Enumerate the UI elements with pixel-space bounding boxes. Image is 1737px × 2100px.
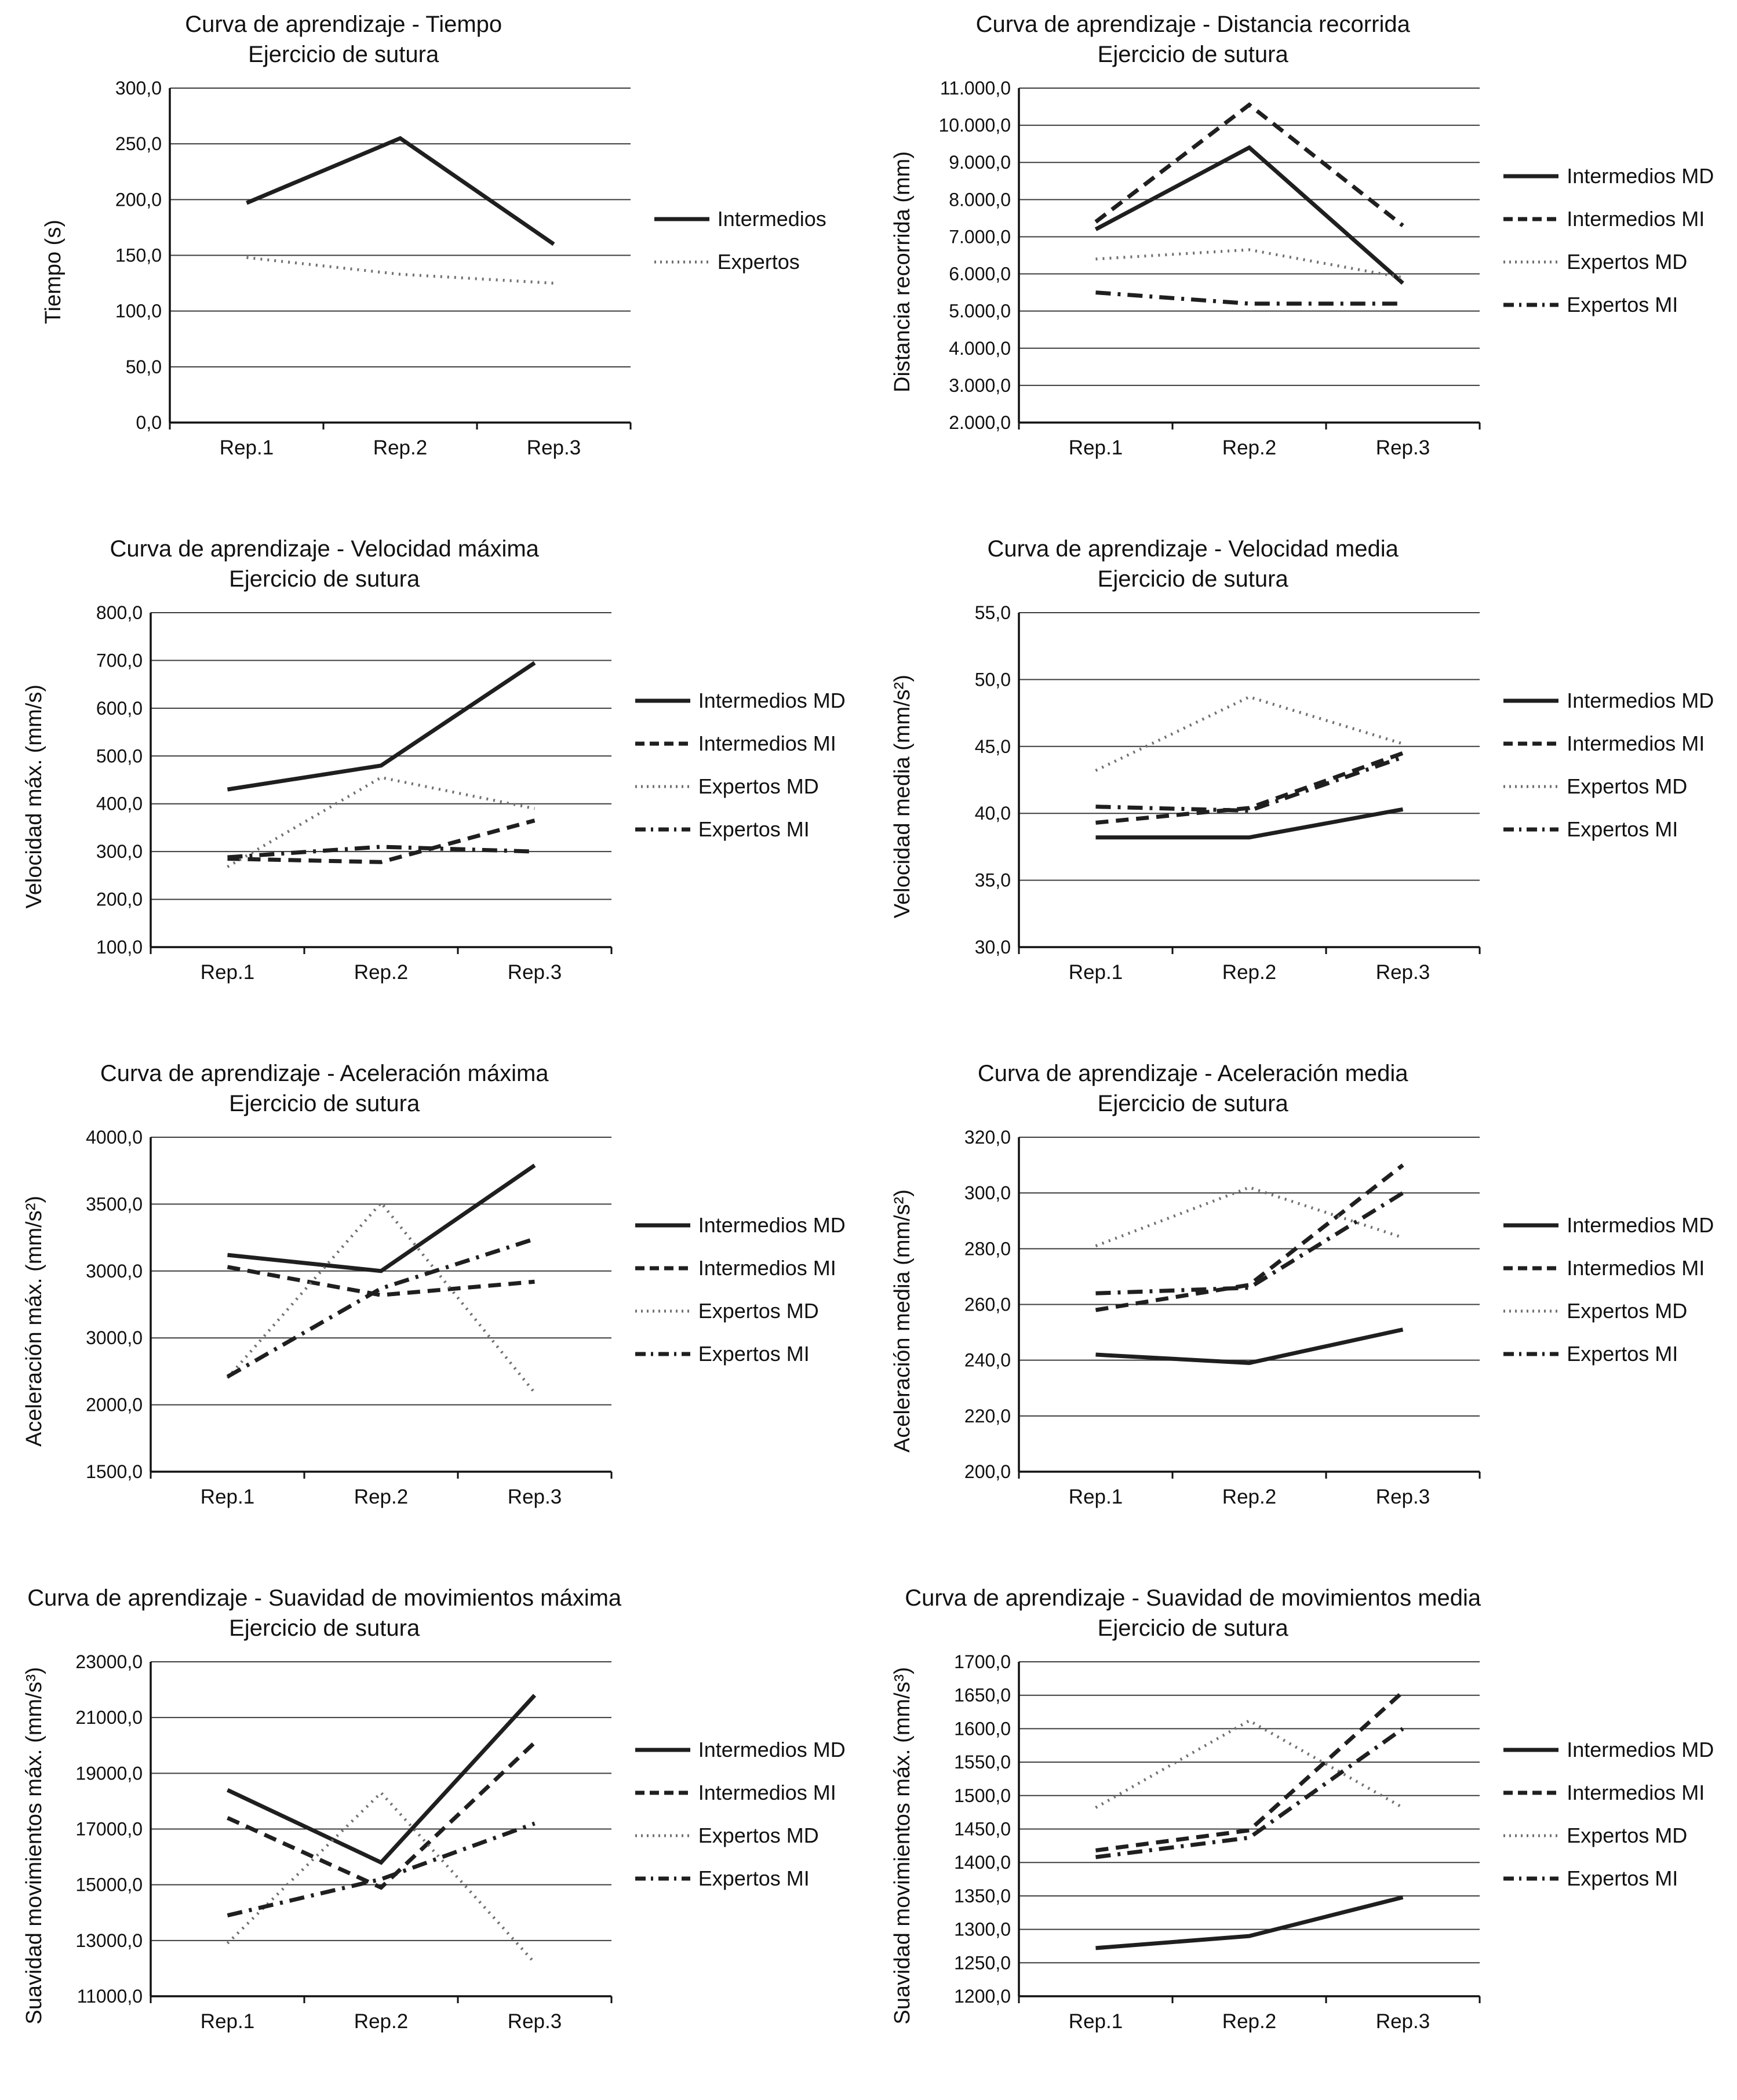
- y-axis-label: Suavidad movimientos máx. (mm/s³): [890, 1666, 915, 2025]
- legend-item: [1503, 1299, 1714, 1323]
- y-tick-label: 0,0: [136, 412, 162, 433]
- legend-item: [1503, 293, 1714, 317]
- plot-column: [891, 534, 1494, 996]
- y-tick-label: 200,0: [115, 189, 162, 210]
- legend-item: [635, 1824, 846, 1848]
- y-tick-label: 7.000,0: [949, 226, 1011, 248]
- chart-aceleracion-maxima: [0, 1049, 869, 1574]
- legend-item: [1503, 1781, 1714, 1805]
- y-tick-label: 11000,0: [77, 1986, 143, 2007]
- y-tick-label: 1500,0: [954, 1785, 1011, 1806]
- series-line-dashed: [227, 1742, 534, 1887]
- chart-title-line2: Ejercicio de sutura: [1097, 1091, 1288, 1116]
- y-tick-label: 300,0: [115, 78, 162, 99]
- y-tick-label: 17000,0: [75, 1818, 143, 1840]
- plot-area: [915, 1646, 1494, 2046]
- legend-item: [654, 250, 826, 274]
- y-tick-label: 55,0: [974, 602, 1011, 623]
- legend-label: Intermedios MI: [1567, 731, 1705, 755]
- y-tick-label: 280,0: [964, 1238, 1011, 1260]
- legend-label: Expertos MD: [698, 1299, 819, 1323]
- legend-item: [654, 207, 826, 231]
- x-tick-label: Rep.2: [1222, 961, 1277, 984]
- legend: [654, 207, 826, 274]
- legend: [1503, 1738, 1714, 1891]
- legend-item: [635, 689, 846, 713]
- chart-title: [905, 1583, 1481, 1643]
- y-tick-label: 1350,0: [954, 1885, 1011, 1906]
- x-tick-label: Rep.1: [200, 961, 254, 984]
- plot-row: [891, 72, 1494, 472]
- chart-suavidad-media: [869, 1574, 1737, 2098]
- series-line-dashdot: [1096, 1728, 1403, 1857]
- plot-row: [23, 596, 626, 996]
- legend-label: Expertos MI: [698, 1866, 810, 1890]
- legend-line-solid: [654, 215, 709, 223]
- legend-line-dashed: [635, 1264, 690, 1272]
- y-tick-label: 1600,0: [954, 1718, 1011, 1739]
- x-tick-label: Rep.2: [1222, 1486, 1277, 1508]
- series-line-dashdot: [1096, 1193, 1403, 1293]
- series-line-dotted: [1096, 1721, 1403, 1808]
- legend-item: [1503, 817, 1714, 842]
- x-tick-label: Rep.2: [1222, 2010, 1277, 2033]
- chart-title-line2: Ejercicio de sutura: [1097, 566, 1288, 592]
- y-tick-label: 600,0: [96, 697, 143, 719]
- chart-title-line2: Ejercicio de sutura: [229, 1615, 420, 1641]
- legend-line-dashdot: [1503, 1350, 1558, 1358]
- legend-label: Expertos MI: [1567, 1342, 1678, 1366]
- legend-label: Expertos MD: [698, 774, 819, 798]
- legend: [635, 1213, 846, 1366]
- legend-line-dashed: [635, 740, 690, 748]
- legend-item: [1503, 689, 1714, 713]
- y-tick-label: 50,0: [974, 669, 1011, 690]
- legend-label: Expertos MD: [1567, 774, 1688, 798]
- legend-line-dashdot: [635, 1875, 690, 1883]
- y-tick-label: 50,0: [125, 356, 162, 377]
- chart-figure: [23, 1583, 846, 2046]
- y-tick-label: 15000,0: [75, 1874, 143, 1895]
- legend-item: [635, 1781, 846, 1805]
- legend-line-dashdot: [635, 825, 690, 834]
- legend-item: [635, 817, 846, 842]
- legend-label: Expertos: [717, 250, 800, 274]
- legend-label: Intermedios: [717, 207, 826, 231]
- chart-title-line2: Ejercicio de sutura: [1097, 42, 1288, 67]
- x-tick-label: Rep.1: [219, 436, 274, 459]
- legend-label: Expertos MD: [1567, 1299, 1688, 1323]
- legend-label: Expertos MI: [1567, 293, 1678, 316]
- legend-line-dashed: [1503, 1789, 1558, 1797]
- y-tick-label: 1500,0: [85, 1461, 143, 1482]
- legend-item: [1503, 731, 1714, 756]
- y-axis-label: Aceleración máx. (mm/s²): [21, 1195, 46, 1447]
- series-line-dashdot: [1096, 757, 1403, 810]
- chart-title: [110, 534, 539, 594]
- plot-column: [23, 1583, 626, 2046]
- x-tick-label: Rep.1: [1069, 1486, 1123, 1508]
- legend-line-dashdot: [635, 1350, 690, 1358]
- chart-figure: [891, 1583, 1714, 2046]
- chart-title-line1: Curva de aprendizaje - Aceleración máxima: [100, 1061, 549, 1086]
- chart-figure: [42, 9, 826, 472]
- legend-label: Expertos MD: [1567, 250, 1688, 274]
- legend-line-dotted: [635, 1832, 690, 1840]
- series-line-dashed: [1096, 1165, 1403, 1310]
- y-tick-label: 5.000,0: [949, 300, 1011, 322]
- chart-figure: [23, 1058, 846, 1521]
- plot-row: [23, 1646, 626, 2046]
- legend-line-solid: [1503, 1221, 1558, 1229]
- legend-line-dashed: [1503, 215, 1558, 223]
- y-tick-label: 10.000,0: [938, 115, 1011, 136]
- legend-item: [1503, 1824, 1714, 1848]
- legend-label: Expertos MD: [1567, 1824, 1688, 1847]
- legend-line-dotted: [1503, 1307, 1558, 1315]
- series-line-solid: [246, 139, 553, 245]
- y-tick-label: 300,0: [964, 1182, 1011, 1204]
- legend-label: Expertos MD: [698, 1824, 819, 1847]
- y-tick-label: 21000,0: [75, 1707, 143, 1728]
- series-line-solid: [1096, 1330, 1403, 1363]
- y-tick-label: 800,0: [96, 602, 143, 623]
- legend-item: [1503, 164, 1714, 188]
- plot-column: [23, 534, 626, 996]
- legend-item: [1503, 1213, 1714, 1238]
- plot-column: [891, 9, 1494, 472]
- legend-item: [1503, 1738, 1714, 1762]
- y-tick-label: 260,0: [964, 1294, 1011, 1315]
- x-tick-label: Rep.3: [1376, 2010, 1430, 2033]
- chart-title: [27, 1583, 621, 1643]
- y-tick-label: 4000,0: [85, 1127, 143, 1148]
- series-line-dashed: [1096, 753, 1403, 822]
- y-tick-label: 1250,0: [954, 1952, 1011, 1974]
- y-axis-label: Tiempo (s): [41, 219, 65, 325]
- chart-title-line1: Curva de aprendizaje - Suavidad de movimientos media: [905, 1585, 1481, 1611]
- series-line-dotted: [1096, 1188, 1403, 1246]
- legend-item: [1503, 207, 1714, 231]
- legend-label: Intermedios MD: [698, 1213, 846, 1237]
- legend-line-solid: [635, 1746, 690, 1754]
- y-tick-label: 1700,0: [954, 1651, 1011, 1672]
- legend-item: [635, 1738, 846, 1762]
- x-tick-label: Rep.3: [1376, 436, 1430, 459]
- chart-aceleracion-media: [869, 1049, 1737, 1574]
- y-tick-label: 3000,0: [85, 1260, 143, 1282]
- y-tick-label: 1450,0: [954, 1818, 1011, 1840]
- legend-label: Expertos MI: [698, 1342, 810, 1366]
- legend-line-solid: [1503, 1746, 1558, 1754]
- legend-item: [1503, 1256, 1714, 1280]
- plot-column: [891, 1583, 1494, 2046]
- plot-area: [915, 596, 1494, 996]
- y-tick-label: 30,0: [974, 937, 1011, 958]
- chart-title: [978, 1058, 1408, 1119]
- y-tick-label: 500,0: [96, 745, 143, 767]
- x-tick-label: Rep.2: [354, 961, 408, 984]
- x-tick-label: Rep.3: [507, 1486, 562, 1508]
- y-tick-label: 23000,0: [75, 1651, 143, 1672]
- legend-label: Intermedios MI: [698, 731, 836, 755]
- x-tick-label: Rep.3: [526, 436, 581, 459]
- y-tick-label: 2.000,0: [949, 412, 1011, 433]
- y-tick-label: 1300,0: [954, 1919, 1011, 1940]
- chart-figure: [23, 534, 846, 996]
- y-axis-label: Velocidad media (mm/s²): [890, 674, 915, 919]
- plot-row: [891, 1121, 1494, 1521]
- y-tick-label: 400,0: [96, 793, 143, 814]
- series-line-dotted: [246, 257, 553, 283]
- x-tick-label: Rep.2: [373, 436, 427, 459]
- legend-label: Intermedios MI: [1567, 207, 1705, 231]
- legend-label: Intermedios MI: [698, 1781, 836, 1804]
- chart-title-line2: Ejercicio de sutura: [248, 42, 439, 67]
- chart-figure: [891, 9, 1714, 472]
- y-tick-label: 240,0: [964, 1349, 1011, 1371]
- legend: [635, 689, 846, 842]
- y-tick-label: 3.000,0: [949, 374, 1011, 396]
- y-tick-label: 1200,0: [954, 1986, 1011, 2007]
- x-tick-label: Rep.1: [200, 2010, 254, 2033]
- chart-title-line2: Ejercicio de sutura: [1097, 1615, 1288, 1641]
- y-tick-label: 1400,0: [954, 1852, 1011, 1873]
- plot-column: [891, 1058, 1494, 1521]
- legend-item: [635, 731, 846, 756]
- legend-label: Intermedios MD: [1567, 164, 1714, 188]
- y-tick-label: 700,0: [96, 650, 143, 671]
- plot-area: [915, 72, 1494, 472]
- y-tick-label: 45,0: [974, 736, 1011, 757]
- plot-row: [891, 1646, 1494, 2046]
- legend-item: [635, 774, 846, 799]
- y-tick-label: 100,0: [115, 300, 162, 322]
- y-tick-label: 3500,0: [85, 1193, 143, 1215]
- legend-line-dotted: [635, 783, 690, 791]
- chart-title: [976, 9, 1410, 70]
- legend-line-dotted: [654, 258, 709, 266]
- legend-item: [1503, 774, 1714, 799]
- legend-item: [635, 1342, 846, 1366]
- y-tick-label: 320,0: [964, 1127, 1011, 1148]
- series-line-dashed: [1096, 1692, 1403, 1850]
- legend-line-solid: [1503, 697, 1558, 705]
- y-tick-label: 1550,0: [954, 1752, 1011, 1773]
- y-tick-label: 9.000,0: [949, 152, 1011, 173]
- y-tick-label: 300,0: [96, 841, 143, 862]
- plot-row: [42, 72, 645, 472]
- x-tick-label: Rep.2: [354, 2010, 408, 2033]
- legend-line-dotted: [1503, 1832, 1558, 1840]
- legend: [1503, 689, 1714, 842]
- chart-figure: [891, 1058, 1714, 1521]
- y-tick-label: 100,0: [96, 937, 143, 958]
- legend-line-dashdot: [1503, 301, 1558, 309]
- legend-item: [1503, 1866, 1714, 1891]
- y-tick-label: 11.000,0: [940, 78, 1011, 99]
- chart-title-line2: Ejercicio de sutura: [229, 566, 420, 592]
- chart-title: [185, 9, 502, 70]
- series-line-dashed: [1096, 105, 1403, 225]
- y-tick-label: 150,0: [115, 245, 162, 266]
- y-tick-label: 200,0: [96, 889, 143, 910]
- y-tick-label: 3000,0: [85, 1327, 143, 1349]
- legend-label: Intermedios MI: [1567, 1256, 1705, 1280]
- legend-label: Intermedios MD: [1567, 1213, 1714, 1237]
- legend-item: [635, 1866, 846, 1891]
- series-line-dotted: [227, 1203, 534, 1393]
- plot-row: [23, 1121, 626, 1521]
- legend-label: Intermedios MI: [1567, 1781, 1705, 1804]
- chart-title-line1: Curva de aprendizaje - Aceleración media: [977, 1061, 1408, 1086]
- series-line-solid: [1096, 1897, 1403, 1948]
- legend-label: Intermedios MD: [1567, 1738, 1714, 1761]
- legend: [1503, 164, 1714, 317]
- chart-velocidad-media: [869, 525, 1737, 1049]
- legend-item: [635, 1256, 846, 1280]
- chart-title: [988, 534, 1399, 594]
- legend-item: [635, 1213, 846, 1238]
- series-line-dotted: [1096, 697, 1403, 770]
- x-tick-label: Rep.1: [200, 1486, 254, 1508]
- series-line-solid: [227, 663, 534, 789]
- y-tick-label: 35,0: [974, 869, 1011, 891]
- legend-line-dashdot: [1503, 1875, 1558, 1883]
- legend-line-dotted: [1503, 783, 1558, 791]
- legend: [1503, 1213, 1714, 1366]
- legend-line-dashed: [1503, 740, 1558, 748]
- legend-label: Expertos MI: [1567, 1866, 1678, 1890]
- chart-figure: [891, 534, 1714, 996]
- legend-label: Intermedios MD: [698, 1738, 846, 1761]
- y-axis-label: Velocidad máx. (mm/s): [21, 684, 46, 909]
- x-tick-label: Rep.2: [1222, 436, 1277, 459]
- y-tick-label: 19000,0: [75, 1763, 143, 1784]
- chart-suavidad-maxima: [0, 1574, 869, 2098]
- legend-line-solid: [1503, 172, 1558, 180]
- chart-distancia-recorrida: [869, 0, 1737, 525]
- legend-line-dashed: [1503, 1264, 1558, 1272]
- y-tick-label: 6.000,0: [949, 263, 1011, 285]
- y-axis-label: Suavidad movimientos máx. (mm/s³): [21, 1666, 46, 2025]
- chart-title-line1: Curva de aprendizaje - Suavidad de movimientos máxima: [27, 1585, 622, 1611]
- chart-title: [100, 1058, 549, 1119]
- legend-line-dotted: [1503, 258, 1558, 266]
- y-tick-label: 40,0: [974, 803, 1011, 824]
- series-line-dotted: [227, 1793, 534, 1963]
- y-tick-label: 1650,0: [954, 1684, 1011, 1706]
- legend-item: [1503, 1342, 1714, 1366]
- legend-label: Expertos MI: [698, 817, 810, 841]
- legend-item: [1503, 250, 1714, 274]
- plot-area: [46, 1121, 626, 1521]
- x-tick-label: Rep.1: [1069, 961, 1123, 984]
- plot-area: [65, 72, 645, 472]
- chart-title-line1: Curva de aprendizaje - Distancia recorrida: [975, 12, 1410, 37]
- x-tick-label: Rep.2: [354, 1486, 408, 1508]
- legend-label: Intermedios MD: [1567, 689, 1714, 712]
- y-tick-label: 200,0: [964, 1461, 1011, 1482]
- legend: [635, 1738, 846, 1891]
- plot-area: [915, 1121, 1494, 1521]
- plot-column: [42, 9, 645, 472]
- legend-line-solid: [635, 697, 690, 705]
- plot-column: [23, 1058, 626, 1521]
- x-tick-label: Rep.3: [1376, 961, 1430, 984]
- chart-title-line1: Curva de aprendizaje - Velocidad media: [987, 536, 1399, 562]
- plot-area: [46, 1646, 626, 2046]
- y-tick-label: 8.000,0: [949, 189, 1011, 210]
- chart-velocidad-maxima: [0, 525, 869, 1049]
- y-axis-label: Aceleración media (mm/s²): [890, 1189, 915, 1453]
- x-tick-label: Rep.3: [1376, 1486, 1430, 1508]
- y-tick-label: 250,0: [115, 133, 162, 155]
- legend-line-dashdot: [1503, 825, 1558, 834]
- chart-tiempo: [0, 0, 869, 525]
- y-axis-label: Distancia recorrida (mm): [890, 151, 915, 392]
- legend-line-dotted: [635, 1307, 690, 1315]
- legend-line-solid: [635, 1221, 690, 1229]
- y-tick-label: 2000,0: [85, 1394, 143, 1415]
- plot-row: [891, 596, 1494, 996]
- x-tick-label: Rep.3: [507, 2010, 562, 2033]
- legend-label: Expertos MI: [1567, 817, 1678, 841]
- x-tick-label: Rep.3: [507, 961, 562, 984]
- y-tick-label: 220,0: [964, 1405, 1011, 1426]
- legend-label: Intermedios MI: [698, 1256, 836, 1280]
- chart-title-line2: Ejercicio de sutura: [229, 1091, 420, 1116]
- series-line-solid: [1096, 148, 1403, 283]
- legend-label: Intermedios MD: [698, 689, 846, 712]
- plot-area: [46, 596, 626, 996]
- chart-title-line1: Curva de aprendizaje - Tiempo: [185, 12, 502, 37]
- chart-title-line1: Curva de aprendizaje - Velocidad máxima: [110, 536, 539, 562]
- x-tick-label: Rep.1: [1069, 2010, 1123, 2033]
- y-tick-label: 4.000,0: [949, 337, 1011, 359]
- legend-line-dashed: [635, 1789, 690, 1797]
- legend-item: [635, 1299, 846, 1323]
- y-tick-label: 13000,0: [75, 1930, 143, 1951]
- series-line-dashdot: [1096, 293, 1403, 304]
- x-tick-label: Rep.1: [1069, 436, 1123, 459]
